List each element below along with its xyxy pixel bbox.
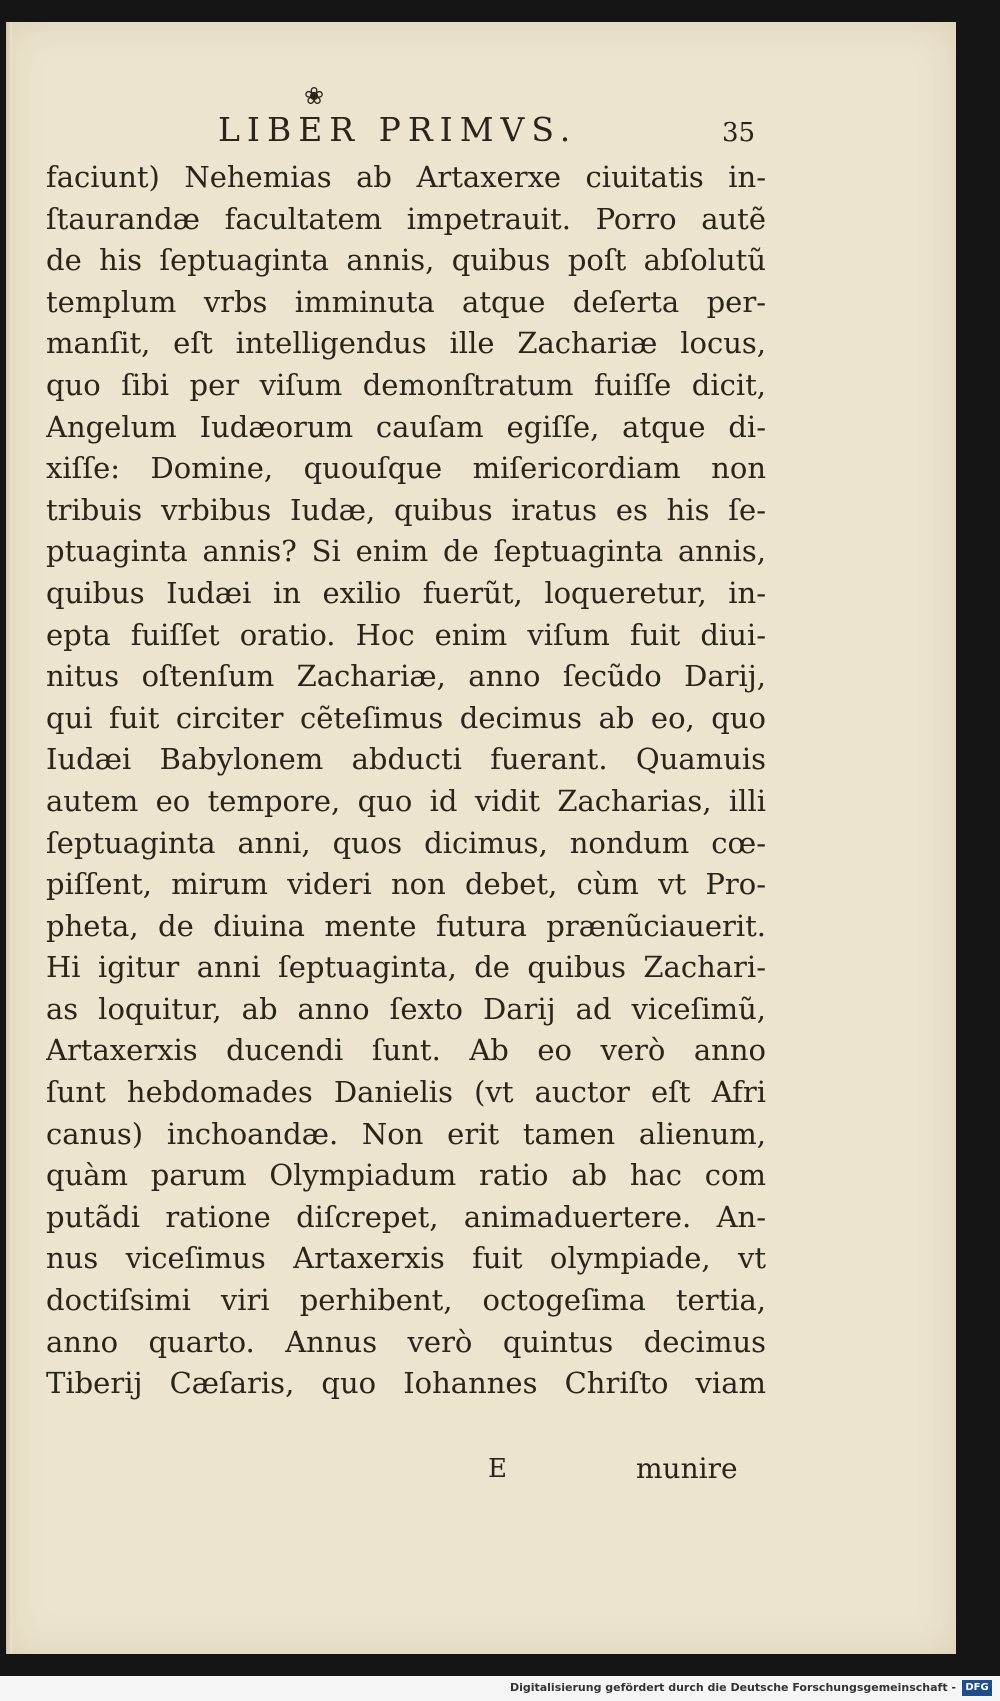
text-line: quo ſibi per viſum demonſtratum fuiſſe dicit, (46, 367, 766, 402)
body-text (46, 157, 766, 1405)
text-line: ptuaginta annis? Si enim de ſeptuaginta annis, (46, 534, 766, 569)
ornament-glyph: ❀ (303, 82, 325, 110)
text-line: pheta, de diuina mente futura prænũciauerit. (46, 908, 766, 943)
text-line: Tiberij Cæſaris, quo Iohannes Chriſto viam (46, 1366, 766, 1401)
page-number: 35 (722, 118, 756, 148)
text-line: qui fuit circiter cẽteſimus decimus ab eo, quo (46, 700, 766, 735)
text-line: tribuis vrbibus Iudæ, quibus iratus es his ſe- (46, 492, 766, 527)
text-line: de his ſeptuaginta annis, quibus poſt abſolutũ (46, 243, 766, 278)
text-line: Hi igitur anni ſeptuaginta, de quibus Zachari- (46, 950, 766, 985)
text-line: Artaxerxis ducendi ſunt. Ab eo verò anno (46, 1033, 766, 1068)
text-line: putãdi ratione diſcrepet, animaduertere. An- (46, 1199, 766, 1234)
text-line: as loquitur, ab anno ſexto Darij ad viceſimũ, (46, 991, 766, 1026)
signature-mark: E (488, 1454, 507, 1484)
digitization-footer (0, 1676, 1000, 1701)
catchword: munire (636, 1452, 738, 1485)
funding-credit: Digitalisierung gefördert durch die Deutsche Forschungsgemeinschaft - (509, 1681, 956, 1694)
text-line: manſit, eſt intelligendus ille Zachariæ locus, (46, 326, 766, 361)
text-line: ſtaurandæ facultatem impetrauit. Porro autẽ (46, 201, 766, 236)
text-line: Angelum Iudæorum cauſam egiſſe, atque di- (46, 409, 766, 444)
text-line: faciunt) Nehemias ab Artaxerxe ciuitatis in- (46, 160, 766, 194)
text-line: ſunt hebdomades Danielis (vt auctor eſt Afri (46, 1075, 766, 1110)
text-line: nitus oſtenſum Zachariæ, anno ſecũdo Darij, (46, 659, 766, 694)
text-line: nus viceſimus Artaxerxis fuit olympiade, vt (46, 1241, 766, 1276)
page-binding-edge (6, 22, 12, 1654)
text-line: quibus Iudæi in exilio fuerũt, loqueretur, in- (46, 575, 766, 610)
running-head: LIBER PRIMVS. (218, 110, 578, 149)
text-line: xiſſe: Domine, quouſque miſericordiam non (46, 451, 766, 486)
text-line: Iudæi Babylonem abducti fuerant. Quamuis (46, 742, 766, 777)
dfg-logo[interactable]: DFG (962, 1680, 992, 1696)
text-line: epta fuiſſet oratio. Hoc enim viſum fuit diui- (46, 617, 766, 652)
text-line: quàm parum Olympiadum ratio ab hac com (46, 1158, 766, 1193)
text-line: autem eo tempore, quo id vidit Zacharias, illi (46, 783, 766, 818)
text-line: piſſent, mirum videri non debet, cùm vt Pro- (46, 867, 766, 902)
text-line: canus) inchoandæ. Non erit tamen alienum, (46, 1116, 766, 1151)
text-line: doctiſsimi viri perhibent, octogeſima tertia, (46, 1283, 766, 1318)
text-line: ſeptuaginta anni, quos dicimus, nondum cœ- (46, 825, 766, 860)
text-line: anno quarto. Annus verò quintus decimus (46, 1324, 766, 1359)
text-line: templum vrbs imminuta atque deſerta per- (46, 284, 766, 319)
